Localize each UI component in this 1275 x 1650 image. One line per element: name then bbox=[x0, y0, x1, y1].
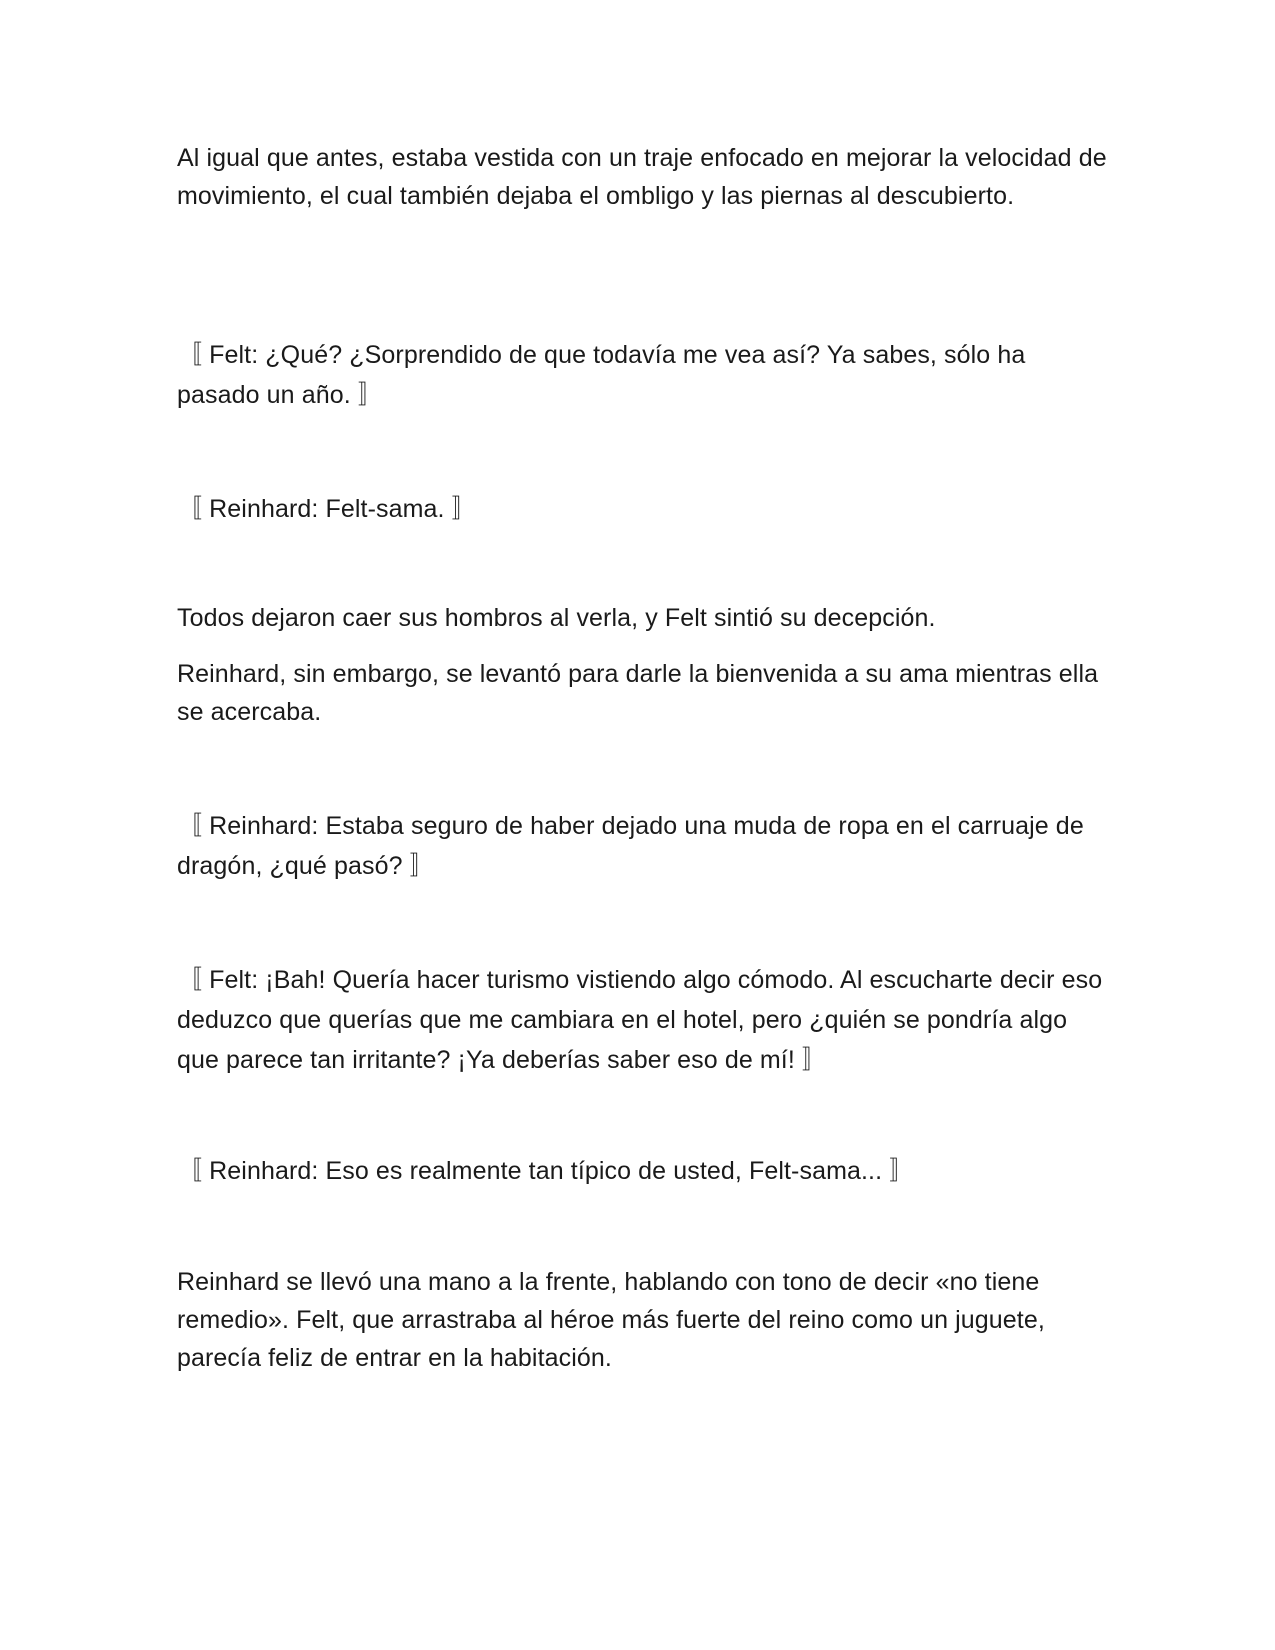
paragraph-dialogue: 〚 Reinhard: Estaba seguro de haber dejado una muda de ropa en el carruaje de dragón, ¿qué pasó? 〛 bbox=[177, 812, 1084, 880]
paragraph-dialogue: 〚 Felt: ¿Qué? ¿Sorprendido de que todavía me vea así? Ya sabes, sólo ha pasado un año. 〛 bbox=[177, 341, 1026, 409]
paragraph-dialogue: 〚 Reinhard: Felt-sama. 〛 bbox=[177, 495, 477, 523]
paragraph-dialogue: 〚 Reinhard: Eso es realmente tan típico de usted, Felt-sama... 〛 bbox=[177, 1157, 915, 1185]
paragraph-narration: Reinhard se llevó una mano a la frente, hablando con tono de decir «no tiene remedio». Felt, que arrastraba al héroe más fuerte del reino como un juguete, parecía feliz de entrar en la habitación. bbox=[177, 1268, 1045, 1372]
paragraph-narration: Al igual que antes, estaba vestida con un traje enfocado en mejorar la velocidad de movimiento, el cual también dejaba el ombligo y las piernas al descubierto. bbox=[177, 144, 1107, 210]
paragraph-narration: Reinhard, sin embargo, se levantó para darle la bienvenida a su ama mientras ella se acercaba. bbox=[177, 660, 1099, 726]
paragraph-dialogue: 〚 Felt: ¡Bah! Quería hacer turismo vistiendo algo cómodo. Al escucharte decir eso deduzco que querías que me cambiara en el hotel, pero ¿quién se pondría algo que parece tan irritante? ¡Ya deberías saber eso de mí! 〛 bbox=[177, 966, 1103, 1074]
paragraph-narration: Todos dejaron caer sus hombros al verla, y Felt sintió su decepción. bbox=[177, 604, 936, 632]
